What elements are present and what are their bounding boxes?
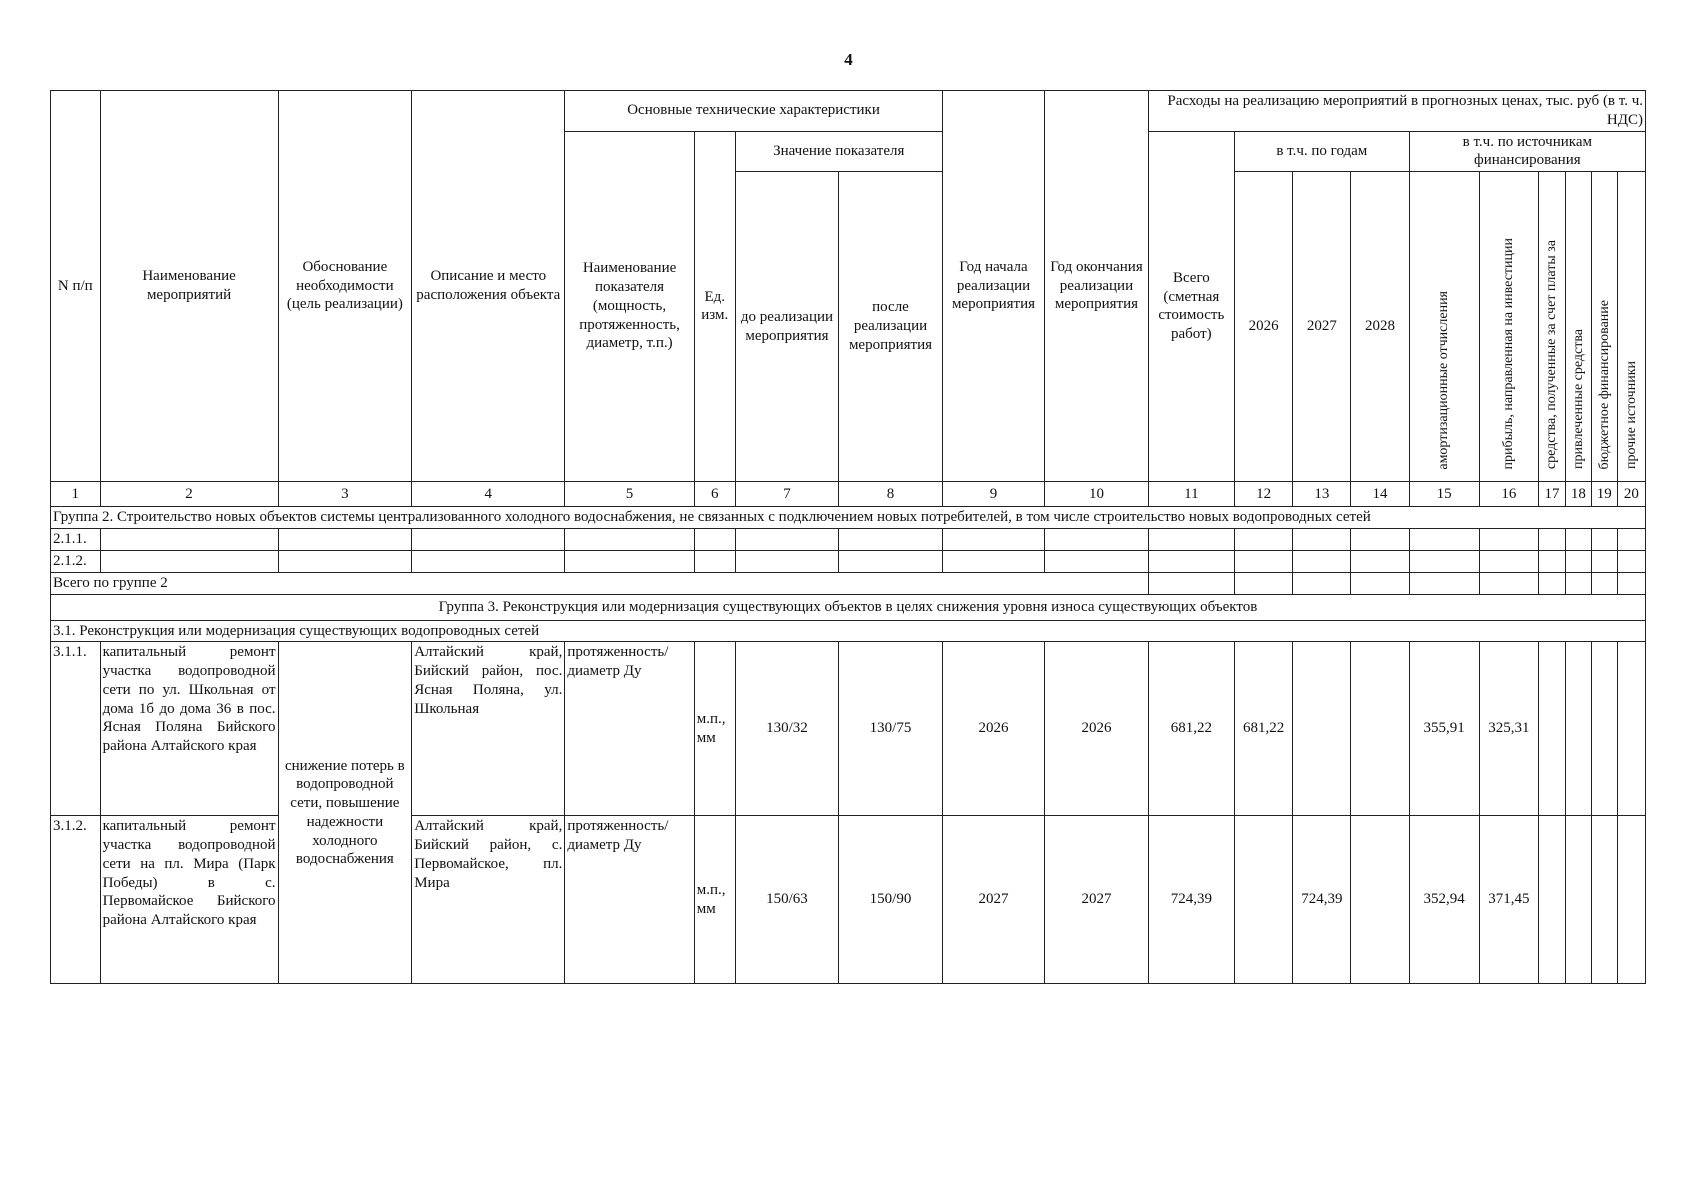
- header-year-2028: 2028: [1351, 172, 1409, 482]
- header-src-amort: [1409, 172, 1479, 482]
- unit: м.п., мм: [694, 816, 735, 984]
- group2-total-row: [51, 572, 1646, 594]
- header-indicator-name: Наименование показателя (мощность, протяженность, диаметр, т.п.): [565, 131, 694, 482]
- group3-title: Группа 3. Реконструкция или модернизация существующих объектов в целях снижения уровня износа существующих объектов: [51, 594, 1646, 620]
- cost-2028: [1351, 642, 1409, 816]
- value-after: 150/90: [839, 816, 943, 984]
- measure-name: капитальный ремонт участка водопроводной сети на пл. Мира (Парк Победы) в с. Первомайское Бийского района Алтайского края: [100, 816, 278, 984]
- src-profit-label: прибыль, направленная на инвестиции: [1501, 237, 1517, 470]
- value-after: 130/75: [839, 642, 943, 816]
- measure-name: капитальный ремонт участка водопроводной сети по ул. Школьная от дома 1б до дома 36 в пос. Ясная Поляна Бийского района Алтайского края: [100, 642, 278, 816]
- table-row: [51, 642, 1646, 816]
- indicator-name: протяженность/ диаметр Ду: [565, 816, 694, 984]
- header-src-profit: [1479, 172, 1538, 482]
- justification: снижение потерь в водопроводной сети, повышение надежности холодного водоснабжения: [278, 642, 412, 984]
- col-num: 14: [1351, 482, 1409, 507]
- src-amort-label: амортизационные отчисления: [1436, 290, 1452, 470]
- header-name: Наименование мероприятий: [100, 91, 278, 482]
- col-num: 10: [1045, 482, 1149, 507]
- src-other-label: прочие источники: [1623, 361, 1639, 470]
- col-num: 19: [1591, 482, 1617, 507]
- col-num: 7: [735, 482, 839, 507]
- header-start-year: Год начала реализации мероприятия: [942, 91, 1044, 482]
- header-src-budget: [1591, 172, 1617, 482]
- column-numbers-row: [51, 482, 1646, 507]
- header-n: N п/п: [51, 91, 101, 482]
- header-src-attracted: [1565, 172, 1591, 482]
- header-description: Описание и место расположения объекта: [412, 91, 565, 482]
- indicator-name: протяженность/ диаметр Ду: [565, 642, 694, 816]
- investment-table: [50, 90, 1646, 984]
- cost-2027: [1293, 642, 1351, 816]
- header-total: Всего (сметная стоимость работ): [1148, 131, 1234, 482]
- header-tech-chars: Основные технические характеристики: [565, 91, 942, 132]
- header-unit: Ед. изм.: [694, 131, 735, 482]
- header-year-2027: 2027: [1293, 172, 1351, 482]
- header-end-year: Год окончания реализации мероприятия: [1045, 91, 1149, 482]
- col-num: 6: [694, 482, 735, 507]
- amortization: 352,94: [1409, 816, 1479, 984]
- col-num: 11: [1148, 482, 1234, 507]
- col-num: 12: [1234, 482, 1292, 507]
- col-num: 3: [278, 482, 412, 507]
- header-indicator-value: Значение показателя: [735, 131, 942, 172]
- group2-title-row: [51, 507, 1646, 529]
- cost-2026: [1234, 816, 1292, 984]
- row-number: 3.1.1.: [51, 642, 101, 816]
- header-expenses: Расходы на реализацию мероприятий в прогнозных ценах, тыс. руб (в т. ч. НДС): [1148, 91, 1645, 132]
- unit: м.п., мм: [694, 642, 735, 816]
- col-num: 18: [1565, 482, 1591, 507]
- total-cost: 681,22: [1148, 642, 1234, 816]
- col-num: 15: [1409, 482, 1479, 507]
- subgroup-row: [51, 620, 1646, 642]
- header-src-other: [1617, 172, 1645, 482]
- header-by-years: в т.ч. по годам: [1234, 131, 1409, 172]
- description: Алтайский край, Бийский район, пос. Ясная Поляна, ул. Школьная: [412, 642, 565, 816]
- group3-title-row: [51, 594, 1646, 620]
- group2-total: Всего по группе 2: [51, 572, 1149, 594]
- cost-2027: 724,39: [1293, 816, 1351, 984]
- page-number: 4: [844, 50, 853, 69]
- col-num: 1: [51, 482, 101, 507]
- group2-title: Группа 2. Строительство новых объектов системы централизованного холодного водоснабжения, не связанных с подключением новых потребителей, в том числе строительство новых водопроводных сетей: [51, 507, 1646, 529]
- col-num: 20: [1617, 482, 1645, 507]
- header-after: после реализации мероприятия: [839, 172, 943, 482]
- col-num: 4: [412, 482, 565, 507]
- header-before: до реализации мероприятия: [735, 172, 839, 482]
- col-num: 2: [100, 482, 278, 507]
- header-justification: Обоснование необходимости (цель реализации): [278, 91, 412, 482]
- src-connection-label: средства, полученные за счет платы за: [1544, 240, 1560, 470]
- col-num: 5: [565, 482, 694, 507]
- profit: 371,45: [1479, 816, 1538, 984]
- row-number: 3.1.2.: [51, 816, 101, 984]
- description: Алтайский край, Бийский район, с. Первомайское, пл. Мира: [412, 816, 565, 984]
- amortization: 355,91: [1409, 642, 1479, 816]
- cost-2026: 681,22: [1234, 642, 1292, 816]
- value-before: 130/32: [735, 642, 839, 816]
- cost-2028: [1351, 816, 1409, 984]
- row-number: 2.1.1.: [51, 528, 101, 550]
- src-budget-label: бюджетное финансирование: [1596, 299, 1612, 470]
- start-year: 2026: [942, 642, 1044, 816]
- subgroup-title: 3.1. Реконструкция или модернизация существующих водопроводных сетей: [51, 620, 1646, 642]
- value-before: 150/63: [735, 816, 839, 984]
- col-num: 9: [942, 482, 1044, 507]
- header-year-2026: 2026: [1234, 172, 1292, 482]
- col-num: 17: [1539, 482, 1566, 507]
- total-cost: 724,39: [1148, 816, 1234, 984]
- row-number: 2.1.2.: [51, 550, 101, 572]
- header-src-connection: [1539, 172, 1566, 482]
- start-year: 2027: [942, 816, 1044, 984]
- col-num: 13: [1293, 482, 1351, 507]
- header-by-sources: в т.ч. по источникам финансирования: [1409, 131, 1645, 172]
- end-year: 2026: [1045, 642, 1149, 816]
- col-num: 8: [839, 482, 943, 507]
- table-row: [51, 528, 1646, 550]
- profit: 325,31: [1479, 642, 1538, 816]
- src-attracted-label: привлеченные средства: [1570, 329, 1586, 470]
- col-num: 16: [1479, 482, 1538, 507]
- table-row: [51, 550, 1646, 572]
- end-year: 2027: [1045, 816, 1149, 984]
